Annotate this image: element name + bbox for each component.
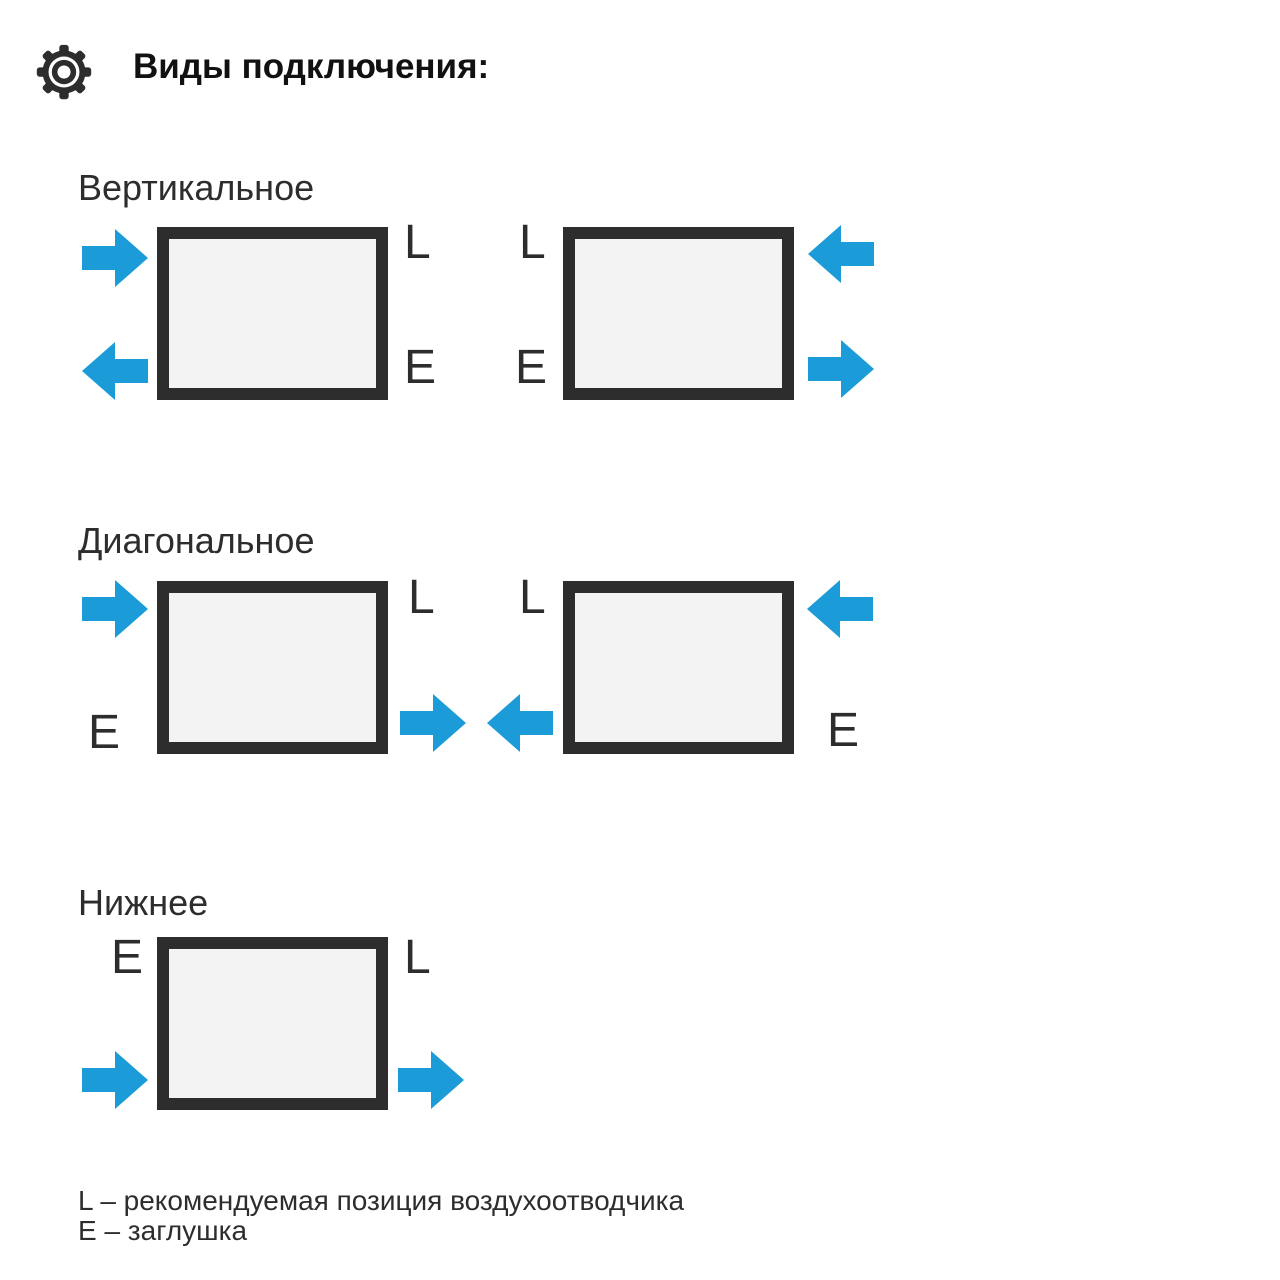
air-vent-label: L — [404, 931, 431, 984]
plug-label: E — [111, 931, 144, 984]
plug-label: E — [88, 706, 121, 759]
legend-plug: E – заглушка — [78, 1215, 248, 1246]
radiator-box — [157, 227, 388, 400]
section-title-bottom: Нижнее — [78, 882, 209, 923]
flow-out-arrow-icon — [82, 342, 148, 400]
legend-air-vent: L – рекомендуемая позиция воздухоотводчика — [78, 1185, 685, 1216]
flow-out-arrow-icon — [400, 694, 466, 752]
page-title: Виды подключения: — [133, 47, 490, 86]
section-title-vertical: Вертикальное — [78, 167, 315, 208]
flow-in-arrow-icon — [82, 1051, 148, 1109]
radiator-box — [563, 227, 794, 400]
radiator-box — [157, 581, 388, 754]
gear-icon — [34, 42, 94, 107]
flow-in-arrow-icon — [807, 580, 873, 638]
plug-label: E — [827, 704, 860, 757]
plug-label: E — [515, 341, 548, 394]
air-vent-label: L — [519, 216, 546, 269]
flow-in-arrow-icon — [82, 580, 148, 638]
plug-label: E — [404, 341, 437, 394]
flow-in-arrow-icon — [808, 225, 874, 283]
radiator-box — [157, 937, 388, 1110]
flow-in-arrow-icon — [82, 229, 148, 287]
section-title-diagonal: Диагональное — [78, 520, 315, 561]
flow-out-arrow-icon — [487, 694, 553, 752]
air-vent-label: L — [408, 571, 435, 624]
flow-out-arrow-icon — [398, 1051, 464, 1109]
flow-out-arrow-icon — [808, 340, 874, 398]
air-vent-label: L — [519, 571, 546, 624]
air-vent-label: L — [404, 216, 431, 269]
radiator-box — [563, 581, 794, 754]
